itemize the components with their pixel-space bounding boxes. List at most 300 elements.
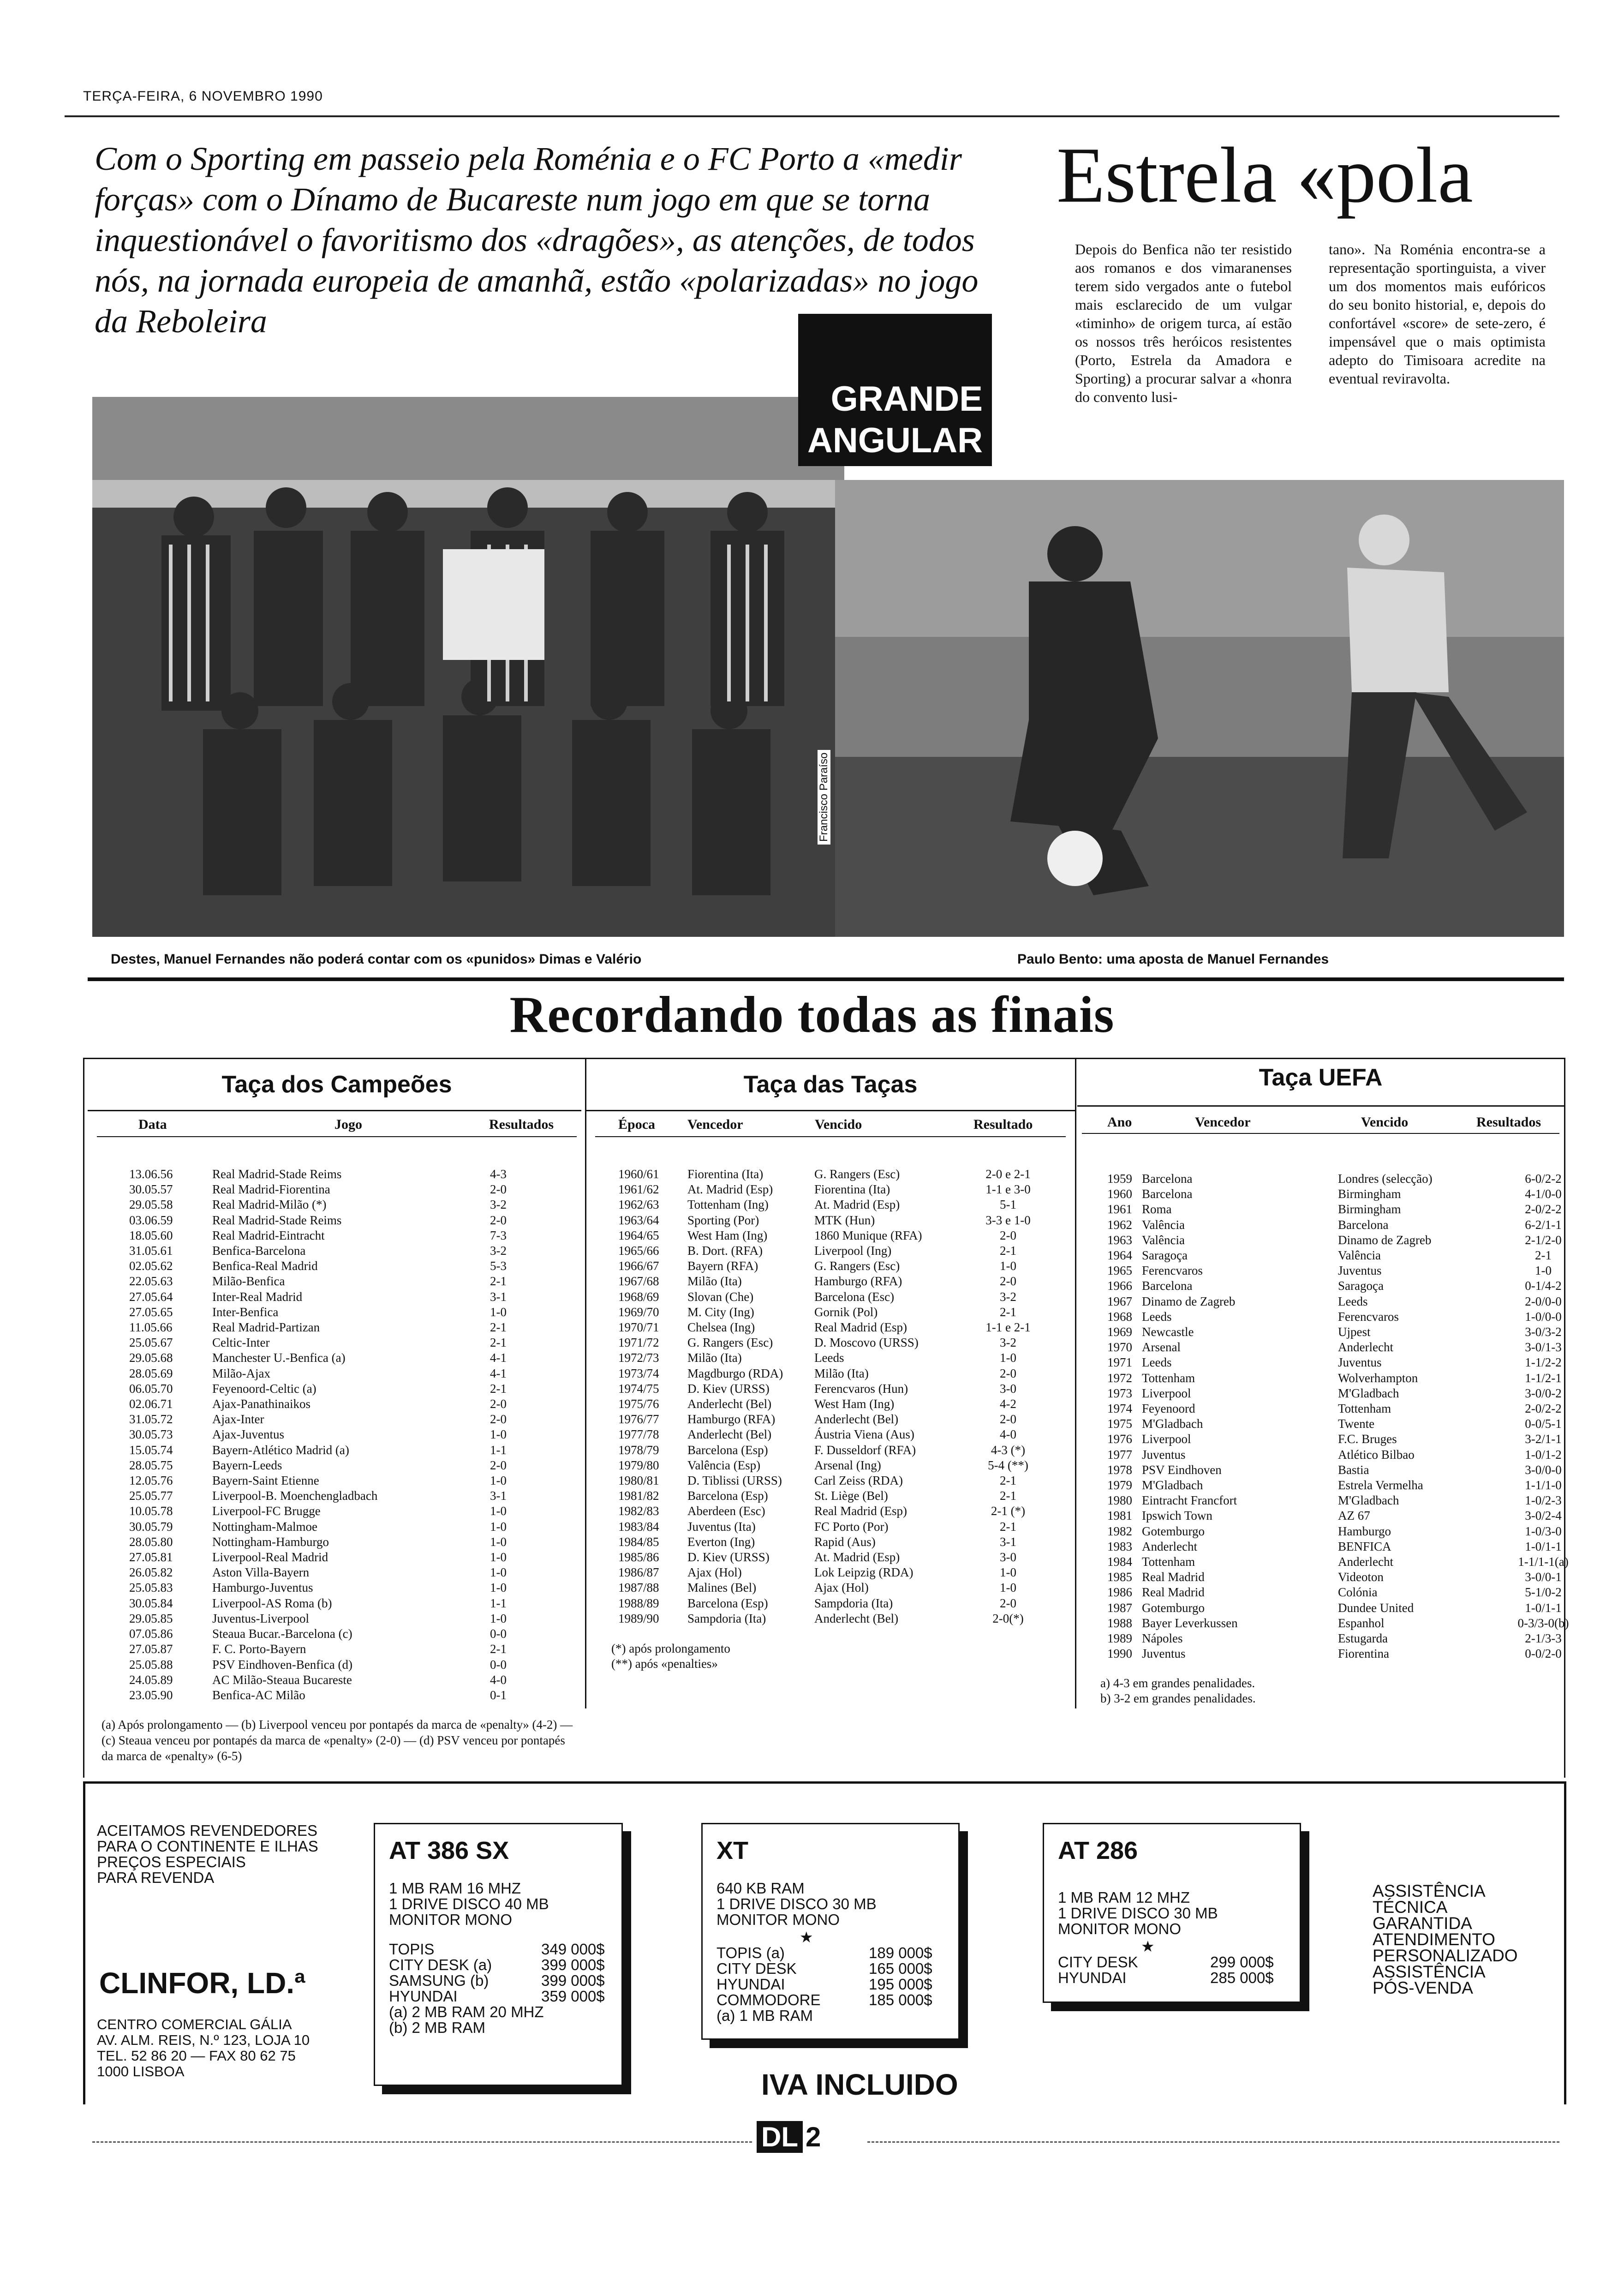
table-row (618, 1381, 1043, 1396)
star-icon: ★ (800, 1929, 813, 1946)
table-cell: 1967 (1107, 1294, 1132, 1308)
table-cell: Liverpool-AS Roma (b) (212, 1596, 332, 1610)
ad-intro (97, 1823, 318, 1886)
table-row (1107, 1371, 1573, 1386)
table-cell: Liverpool (1142, 1432, 1191, 1446)
table-cell: 0-0/5-1 (1525, 1417, 1562, 1431)
table-cell: Inter-Benfica (212, 1305, 279, 1319)
table-cell: Sampdoria (Ita) (814, 1596, 893, 1610)
uefa-header-year: Ano (1107, 1115, 1132, 1130)
price-row (716, 1961, 944, 1977)
ad-box-spec: MONITOR MONO (389, 1911, 513, 1928)
table-cell: 1970/71 (618, 1320, 659, 1335)
table-cell: Estugarda (1338, 1631, 1388, 1646)
table-cell: 1-0 (490, 1519, 507, 1534)
table-cell: 1973 (1107, 1386, 1132, 1400)
table-cell: 3-0/3-2 (1525, 1325, 1562, 1339)
table-row (1107, 1570, 1573, 1585)
table-row (1107, 1539, 1573, 1554)
table-cell: PSV Eindhoven-Benfica (d) (212, 1657, 352, 1672)
table-row (129, 1412, 526, 1427)
table-cell: 2-0 e 2-1 (985, 1167, 1031, 1181)
table-cell: 3-0/1-3 (1525, 1340, 1562, 1354)
table-cell: 1986/87 (618, 1565, 659, 1580)
table-cell: Barcelona (Esp) (687, 1443, 768, 1457)
body-column-2: tano». Na Roménia encontra-se a representação sportinguista, a viver um dos momentos mais eufóricos do seu bonito historial, e, depois do confortável «score» de sete-zero, é impensável que o mais optimista adepto do Timisoara acredite na eventual reviravolta. (1329, 241, 1546, 387)
table-cell: 1-1 (490, 1596, 507, 1610)
price-value: 349 000$ (541, 1941, 605, 1958)
table-cell: G. Rangers (Esc) (814, 1167, 900, 1181)
table-cell: 1965/66 (618, 1244, 659, 1258)
table-cell: F.C. Bruges (1338, 1432, 1397, 1446)
table-cell: 1989 (1107, 1631, 1132, 1646)
campeoes-header-date: Data (138, 1117, 167, 1132)
table-cell: 1-0 (490, 1611, 507, 1625)
table-row (1107, 1263, 1573, 1278)
table-row (1107, 1524, 1573, 1539)
page-number: 2 (805, 2121, 821, 2152)
table-cell: 1978/79 (618, 1443, 659, 1457)
table-cell: 2-1 (1000, 1305, 1016, 1319)
table-cell: Benfica-AC Milão (212, 1688, 305, 1702)
table-row (618, 1213, 1043, 1228)
table-cell: 29.05.68 (129, 1351, 173, 1365)
table-cell: 1972 (1107, 1371, 1132, 1385)
table-row (129, 1534, 526, 1550)
table-cell: 1959 (1107, 1172, 1132, 1186)
table-row (1107, 1616, 1573, 1631)
tacas-title-rule (586, 1110, 1075, 1111)
table-cell: Milão (Ita) (814, 1366, 869, 1380)
table-cell: Everton (Ing) (687, 1534, 755, 1549)
table-cell: 1963 (1107, 1233, 1132, 1247)
table-cell: 12.05.76 (129, 1474, 173, 1488)
table-cell: 07.05.86 (129, 1627, 173, 1641)
table-cell: 24.05.89 (129, 1672, 173, 1687)
table-cell: 3-2 (490, 1198, 507, 1212)
table-row (129, 1580, 526, 1595)
table-cell: BENFICA (1338, 1539, 1391, 1553)
ad-box-spec: 1 DRIVE DISCO 30 MB (716, 1895, 877, 1912)
table-cell: 4-0 (1000, 1427, 1016, 1442)
ad-box-note: (a) 2 MB RAM 20 MHZ (389, 2003, 544, 2020)
table-row (618, 1443, 1043, 1458)
table-cell: 1-0 (490, 1504, 507, 1518)
table-cell: Lok Leipzig (RDA) (814, 1565, 914, 1580)
table-cell: Real Madrid (Esp) (814, 1320, 907, 1335)
ad-box-spec: 640 KB RAM (716, 1880, 805, 1897)
table-cell: 2-1/3-3 (1525, 1631, 1562, 1646)
table-row (618, 1320, 1043, 1335)
body-column-1: Depois do Benfica não ter resistido aos romanos e dos vimaranenses terem sido vergados ante o futebol mais esclarecido de um vulgar «timinho» de origem turca, aí estão os nossos três heróicos resistentes (Porto, Estrela da Amadora e Sporting) a procurar salvar a «honra do convento lusi- (1075, 241, 1292, 405)
table-cell: Chelsea (Ing) (687, 1320, 755, 1335)
table-cell: Juventus (1338, 1264, 1382, 1278)
table-row (618, 1274, 1043, 1289)
table-row (618, 1534, 1043, 1550)
table-row (129, 1167, 526, 1182)
table-cell: 1987/88 (618, 1581, 659, 1595)
ad-service-line: PERSONALIZADO (1373, 1946, 1518, 1965)
table-cell: 1987 (1107, 1600, 1132, 1615)
uefa-header-winner: Vencedor (1195, 1115, 1251, 1130)
ad-service-line: ASSISTÊNCIA (1373, 1882, 1486, 1900)
tacas-header-season: Época (618, 1117, 656, 1132)
table-cell: Dinamo de Zagreb (1142, 1294, 1236, 1308)
table-cell: 31.05.72 (129, 1412, 173, 1426)
table-cell: 1979 (1107, 1478, 1132, 1492)
table-cell: Real Madrid-Stade Reims (212, 1167, 342, 1181)
table-row (1107, 1462, 1573, 1478)
table-cell: M'Gladbach (1142, 1417, 1203, 1431)
table-cell: Milão (Ita) (687, 1351, 742, 1365)
table-row (129, 1519, 526, 1534)
ad-left-rule (83, 1781, 85, 2104)
table-cell: 10.05.78 (129, 1504, 173, 1518)
table-row (1107, 1202, 1573, 1217)
table-cell: 1985/86 (618, 1550, 659, 1564)
table-row (129, 1335, 526, 1350)
ad-box-at386sx (374, 1823, 623, 2086)
table-cell: 1-0 (1000, 1351, 1016, 1365)
table-row (618, 1427, 1043, 1442)
table-cell: Magdburgo (RDA) (687, 1366, 783, 1380)
table-cell: 28.05.80 (129, 1534, 173, 1549)
table-cell: Tottenham (1338, 1402, 1391, 1416)
ad-address-line: AV. ALM. REIS, N.º 123, LOJA 10 (97, 2032, 310, 2048)
table-row (618, 1488, 1043, 1504)
table-cell: 2-0 (490, 1458, 507, 1472)
table-cell: Liverpool-Real Madrid (212, 1550, 328, 1564)
table-cell: 13.06.56 (129, 1167, 173, 1181)
table-cell: 4-1 (490, 1351, 507, 1365)
table-cell: 3-3 e 1-0 (985, 1213, 1031, 1227)
table-cell: Ajax-Panathinaikos (212, 1397, 310, 1411)
table-cell: 29.05.85 (129, 1611, 173, 1625)
table-cell: Real Madrid-Milão (*) (212, 1198, 327, 1212)
table-cell: 1860 Munique (RFA) (814, 1228, 922, 1242)
dateline: TERÇA-FEIRA, 6 NOVEMBRO 1990 (83, 89, 323, 104)
table-cell: Tottenham (1142, 1371, 1195, 1385)
table-cell: Fiorentina (Ita) (687, 1167, 764, 1181)
table-cell: 27.05.81 (129, 1550, 173, 1564)
table-cell: 3-1 (1000, 1534, 1016, 1549)
table-cell: 1980 (1107, 1493, 1132, 1508)
table-cell: 3-1 (490, 1289, 507, 1304)
table-cell: Liverpool (1142, 1386, 1191, 1400)
table-cell: 2-1 (1000, 1489, 1016, 1503)
table-cell: 1964 (1107, 1248, 1132, 1263)
ad-top-rule (83, 1781, 1566, 1784)
table-cell: Bayern-Atlético Madrid (a) (212, 1443, 349, 1457)
table-cell: 30.05.57 (129, 1182, 173, 1197)
table-cell: 1-0 (490, 1305, 507, 1319)
ad-box-prices (716, 1945, 944, 2008)
table-cell: M. City (Ing) (687, 1305, 754, 1319)
table-cell: D. Moscovo (URSS) (814, 1336, 919, 1350)
table-cell: 29.05.58 (129, 1198, 173, 1212)
table-row (129, 1611, 526, 1626)
table-cell: Real Madrid-Eintracht (212, 1228, 325, 1242)
table-cell: 30.05.73 (129, 1427, 173, 1442)
table-row (129, 1688, 526, 1703)
table-cell: Juventus (1142, 1647, 1186, 1661)
uefa-header-loser: Vencido (1361, 1115, 1409, 1130)
ad-intro-line: PARA O CONTINENTE E ILHAS (97, 1838, 318, 1855)
table-cell: Celtic-Inter (212, 1336, 270, 1350)
table-cell: 1-0 (490, 1565, 507, 1580)
table-cell: 1-1 (490, 1443, 507, 1457)
table-cell: 6-0/2-2 (1525, 1172, 1562, 1186)
table-cell: 1960 (1107, 1187, 1132, 1201)
table-cell: Birmingham (1338, 1202, 1401, 1216)
table-cell: 4-1/0-0 (1525, 1187, 1562, 1201)
table-cell: Gotemburgo (1142, 1600, 1205, 1615)
ad-address (97, 2017, 310, 2079)
footer-rule-right (867, 2141, 1559, 2143)
table-cell: G. Rangers (Esc) (814, 1259, 900, 1273)
table-cell: 5-3 (490, 1259, 507, 1273)
table-cell: 1977 (1107, 1447, 1132, 1462)
table-cell: Barcelona (Esc) (814, 1289, 895, 1304)
table-cell: 1976 (1107, 1432, 1132, 1446)
table-cell: Inter-Real Madrid (212, 1289, 303, 1304)
price-row (389, 1941, 608, 1957)
table-cell: Eintracht Francfort (1142, 1493, 1237, 1508)
price-row (1058, 1954, 1286, 1970)
tacas-title: Taça das Taças (743, 1071, 918, 1098)
table-row (618, 1550, 1043, 1565)
table-cell: West Ham (Ing) (814, 1397, 895, 1411)
table-cell: 2-1 (490, 1642, 507, 1656)
table-row (1107, 1340, 1573, 1355)
ad-box-prices (389, 1941, 608, 2004)
table-cell: Anderlecht (Bel) (687, 1427, 772, 1442)
table-cell: 1-1/2-1 (1525, 1371, 1562, 1385)
ad-box-title: XT (716, 1837, 749, 1864)
table-row (618, 1473, 1043, 1488)
campeoes-title-rule (88, 1110, 581, 1111)
table-cell: Slovan (Che) (687, 1289, 754, 1304)
table-cell: St. Liège (Bel) (814, 1489, 888, 1503)
ad-service-line: TÉCNICA (1373, 1898, 1448, 1917)
table-cell: 1968/69 (618, 1289, 659, 1304)
table-cell: 2-0 (490, 1397, 507, 1411)
table-row (129, 1672, 526, 1688)
table-row (618, 1396, 1043, 1412)
price-value: 399 000$ (541, 1972, 605, 1989)
table-cell: 1-0/1-1 (1525, 1539, 1562, 1553)
table-cell: Ujpest (1338, 1325, 1371, 1339)
ad-company: CLINFOR, LD.ª (99, 1966, 305, 2000)
table-cell: 1-0 (1000, 1259, 1016, 1273)
tacas-header-winner: Vencedor (687, 1117, 743, 1132)
price-row (716, 1945, 944, 1961)
table-cell: 4-0 (490, 1672, 507, 1687)
table-cell: Bastia (1338, 1462, 1369, 1477)
table-cell: Anderlecht (Bel) (687, 1397, 772, 1411)
table-cell: 23.05.90 (129, 1688, 173, 1702)
table-cell: Liverpool (Ing) (814, 1244, 892, 1258)
table-cell: Ajax-Inter (212, 1412, 264, 1426)
table-cell: 1976/77 (618, 1412, 659, 1426)
ad-tagline: IVA INCLUIDO (761, 2068, 958, 2101)
ad-intro-line: PARA REVENDA (97, 1869, 215, 1886)
table-cell: 1989/90 (618, 1611, 659, 1625)
table-row (1107, 1309, 1573, 1324)
table-cell: West Ham (Ing) (687, 1228, 768, 1242)
table-cell: F. C. Porto-Bayern (212, 1642, 306, 1656)
table-cell: Milão-Benfica (212, 1274, 285, 1288)
table-cell: 1-1/1-0 (1525, 1478, 1562, 1492)
table-cell: Espanhol (1338, 1616, 1385, 1630)
table-row (618, 1228, 1043, 1243)
table-cell: 5-4 (**) (988, 1458, 1028, 1472)
ad-box-title: AT 386 SX (389, 1837, 509, 1864)
table-cell: Bayern (RFA) (687, 1259, 758, 1273)
table-row (618, 1335, 1043, 1350)
table-cell: Barcelona (1142, 1187, 1193, 1201)
table-cell: 3-2 (1000, 1336, 1016, 1350)
table-cell: 1-1 e 3-0 (985, 1182, 1031, 1197)
table-cell: Anderlecht (1338, 1555, 1393, 1569)
table-row (1107, 1600, 1573, 1616)
price-value: 399 000$ (541, 1956, 605, 1973)
table-cell: 4-3 (490, 1167, 507, 1181)
price-model: SAMSUNG (b) (389, 1972, 489, 1989)
ad-box-spec: 1 DRIVE DISCO 30 MB (1058, 1905, 1218, 1922)
table-cell: Manchester U.-Benfica (a) (212, 1351, 346, 1365)
lede: Com o Sporting em passeio pela Roménia e o FC Porto a «medir forças» com o Dínamo de Bucareste num jogo em que se torna inquestionável o favoritismo dos «dragões», as atenções, de todos nós, na jornada europeia de amanhã, estão «polarizadas» no jogo da Reboleira (95, 140, 979, 340)
table-cell: 25.05.88 (129, 1657, 173, 1672)
table-cell: 0-1/4-2 (1525, 1279, 1562, 1293)
ad-services (1373, 1883, 1518, 1996)
action-photo (835, 480, 1564, 937)
table-row (1107, 1508, 1573, 1523)
table-cell: Valência (Esp) (687, 1458, 761, 1472)
uefa-table (1107, 1171, 1573, 1662)
footer-rule-left (92, 2141, 752, 2143)
table-cell: Fiorentina (Ita) (814, 1182, 890, 1197)
table-cell: 06.05.70 (129, 1381, 173, 1396)
table-row (1107, 1401, 1573, 1416)
table-cell: 2-0 (490, 1182, 507, 1197)
table-cell: 0-0/2-0 (1525, 1647, 1562, 1661)
table-row (129, 1289, 526, 1305)
table-cell: 2-1 (490, 1320, 507, 1335)
uefa-title-rule (1077, 1105, 1564, 1107)
table-cell: Hamburgo (1338, 1524, 1391, 1538)
table-cell: Liverpool-B. Moenchengladbach (212, 1489, 378, 1503)
table-row (129, 1488, 526, 1504)
table-row (1107, 1233, 1573, 1248)
price-row (389, 1989, 608, 2004)
table-cell: 28.05.69 (129, 1366, 173, 1380)
table-row (129, 1473, 526, 1488)
ad-service-line: ATENDIMENTO (1373, 1930, 1495, 1949)
table-cell: 25.05.77 (129, 1489, 173, 1503)
price-value: 189 000$ (869, 1944, 932, 1961)
table-cell: 2-0 (1000, 1366, 1016, 1380)
table-cell: 1-0 (490, 1550, 507, 1564)
table-cell: 26.05.82 (129, 1565, 173, 1580)
tacas-header-rule (595, 1136, 1066, 1137)
table-cell: 2-0(*) (992, 1611, 1024, 1625)
table-cell: 0-0 (490, 1627, 507, 1641)
table-cell: Ajax (Hol) (687, 1565, 742, 1580)
table-cell: 1972/73 (618, 1351, 659, 1365)
table-cell: 1978 (1107, 1462, 1132, 1477)
table-cell: 18.05.60 (129, 1228, 173, 1242)
caption-left: Destes, Manuel Fernandes não poderá contar com os «punidos» Dimas e Valério (111, 952, 642, 967)
price-value: 195 000$ (869, 1976, 932, 1993)
table-cell: 1971/72 (618, 1336, 659, 1350)
table-cell: Arsenal (1142, 1340, 1181, 1354)
table-cell: Hamburgo (RFA) (814, 1274, 902, 1288)
table-cell: Áustria Viena (Aus) (814, 1427, 914, 1442)
table-cell: 1988/89 (618, 1596, 659, 1610)
table-cell: Aberdeen (Esc) (687, 1504, 765, 1518)
table-cell: Gotemburgo (1142, 1524, 1205, 1538)
table-cell: 0-0 (490, 1657, 507, 1672)
table-cell: 2-1 (1000, 1244, 1016, 1258)
table-cell: Ferencvaros (1338, 1309, 1399, 1324)
table-cell: 25.05.67 (129, 1336, 173, 1350)
table-cell: Steaua Bucar.-Barcelona (c) (212, 1627, 352, 1641)
table-row (1107, 1416, 1573, 1432)
table-cell: F. Dusseldorf (RFA) (814, 1443, 916, 1457)
table-cell: At. Madrid (Esp) (814, 1550, 900, 1564)
table-cell: 4-2 (1000, 1397, 1016, 1411)
table-row (129, 1458, 526, 1473)
price-model: COMMODORE (716, 1991, 821, 2008)
table-cell: Nottingham-Hamburgo (212, 1534, 329, 1549)
top-rule (65, 115, 1559, 117)
table-cell: 11.05.66 (129, 1320, 173, 1335)
ad-box-note: (b) 2 MB RAM (389, 2019, 486, 2036)
table-cell: 2-0 (490, 1213, 507, 1227)
table-cell: 1967/68 (618, 1274, 659, 1288)
ad-box-spec: 1 MB RAM 16 MHZ (389, 1880, 521, 1897)
table-row (129, 1657, 526, 1672)
table-cell: MTK (Hun) (814, 1213, 875, 1227)
table-row (129, 1182, 526, 1197)
team-photo (92, 397, 844, 937)
table-cell: 1-0 (490, 1474, 507, 1488)
table-cell: 1-1 e 2-1 (985, 1320, 1031, 1335)
price-value: 185 000$ (869, 1991, 932, 2008)
table-cell: 2-1 (490, 1274, 507, 1288)
campeoes-header-rule (97, 1136, 577, 1137)
table-cell: 2-0 (1000, 1412, 1016, 1426)
table-cell: 27.05.87 (129, 1642, 173, 1656)
table-row (129, 1228, 526, 1243)
table-cell: 3-1 (490, 1489, 507, 1503)
table-cell: 1-0 (490, 1534, 507, 1549)
table-cell: Real Madrid (1142, 1570, 1205, 1584)
table-cell: 1964/65 (618, 1228, 659, 1242)
price-model: HYUNDAI (716, 1976, 785, 1993)
table-cell: Benfica-Barcelona (212, 1244, 306, 1258)
table-cell: Bayern-Leeds (212, 1458, 282, 1472)
table-cell: G. Rangers (Esc) (687, 1336, 773, 1350)
ad-box-spec: MONITOR MONO (716, 1911, 840, 1928)
section-rule (88, 977, 1564, 981)
table-cell: Wolverhampton (1338, 1371, 1418, 1385)
table-cell: FC Porto (Por) (814, 1519, 889, 1534)
ad-address-line: TEL. 52 86 20 — FAX 80 62 75 (97, 2048, 296, 2064)
ad-box-spec: 1 DRIVE DISCO 40 MB (389, 1895, 549, 1912)
price-row (1058, 1970, 1286, 1986)
